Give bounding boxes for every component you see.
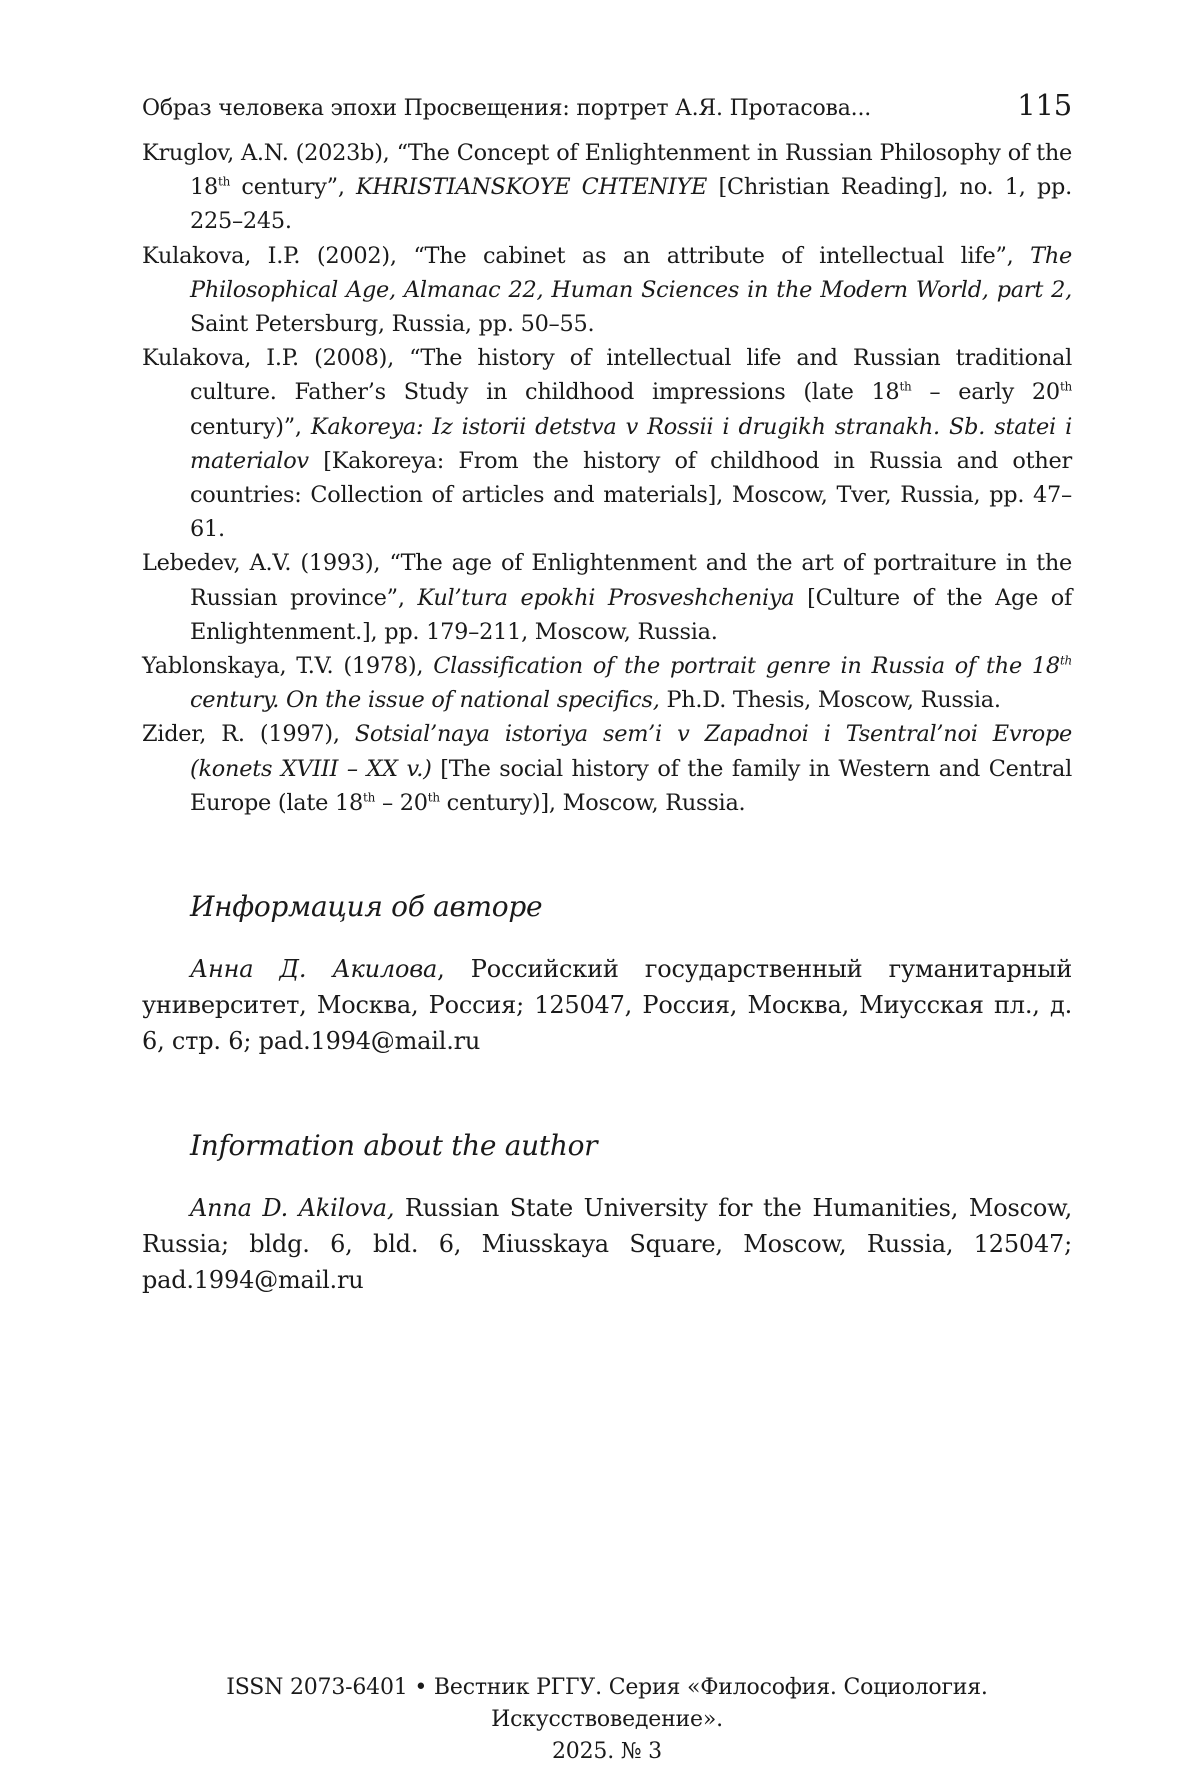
reference-fragment: KHRISTIANSKOYE CHTENIYE xyxy=(356,174,707,200)
reference-fragment: th xyxy=(363,790,375,804)
author-name-ru: Анна Д. Акилова xyxy=(190,955,437,983)
footer-issn-line: ISSN 2073-6401 • Вестник РГГУ. Серия «Философия. Социология. Искусствоведение». xyxy=(142,1672,1072,1736)
reference-fragment: Saint Petersburg, Russia, pp. 50–55. xyxy=(190,311,594,337)
reference-fragment: century)], Moscow, Russia. xyxy=(440,790,746,816)
reference-fragment: th xyxy=(1060,654,1072,668)
reference-fragment: [Culture of the Age of Enlightenment.], pp. 179–211, Moscow, Russia. xyxy=(190,585,1072,645)
reference-fragment: century. On the issue of national specifics, xyxy=(190,687,660,713)
journal-page xyxy=(142,88,1072,1298)
reference-fragment: – early 20 xyxy=(912,379,1060,405)
reference-entry xyxy=(142,136,1072,239)
reference-entry xyxy=(142,649,1072,717)
reference-fragment: th xyxy=(428,790,440,804)
reference-entry xyxy=(142,546,1072,649)
reference-fragment: th xyxy=(218,175,230,189)
author-info-en xyxy=(142,1190,1072,1298)
reference-fragment: th xyxy=(899,380,911,394)
author-details-ru: , Российский государственный гуманитарный университет, Москва, Россия; 125047, Россия, Москва, Миусская пл., д. 6, стр. 6; pad.1994@mail.ru xyxy=(142,955,1072,1055)
author-info-heading-en: Information about the author xyxy=(190,1129,1072,1162)
reference-fragment: The Philosophical Age, Almanac 22, Human Sciences in the Modern World, part 2, xyxy=(190,243,1072,303)
reference-fragment: century)”, xyxy=(190,414,311,440)
reference-fragment: th xyxy=(1060,380,1072,394)
running-title: Образ человека эпохи Просвещения: портрет А.Я. Протасова... xyxy=(142,96,871,121)
reference-fragment: Kulakova, I.P. (2002), “The cabinet as an attribute of intellectual life”, xyxy=(142,243,1030,269)
reference-fragment: [The social history of the family in Western and Central Europe (late 18 xyxy=(190,756,1072,816)
reference-list xyxy=(142,136,1072,820)
journal-footer xyxy=(142,1672,1072,1768)
author-details-en: Russian State University for the Humanities, Moscow, Russia; bldg. 6, bld. 6, Miusskaya Square, Moscow, Russia, 125047; pad.1994@mail.ru xyxy=(142,1194,1072,1294)
reference-fragment: Classification of the portrait genre in Russia of the 18 xyxy=(433,653,1060,679)
reference-fragment: Lebedev, A.V. (1993), “The age of Enlightenment and the art of portraiture in the Russian province”, xyxy=(142,550,1072,610)
reference-fragment: century”, xyxy=(230,174,356,200)
reference-fragment: – 20 xyxy=(375,790,428,816)
reference-entry xyxy=(142,717,1072,820)
reference-fragment: Kulakova, I.P. (2008), “The history of intellectual life and Russian traditional culture. Father’s Study in childhood impressions (late 18 xyxy=(142,345,1072,405)
reference-fragment: Kakoreya: Iz istorii detstva v Rossii i drugikh stranakh. Sb. statei i materialov xyxy=(190,414,1072,474)
reference-fragment: Zider, R. (1997), xyxy=(142,721,355,747)
reference-fragment: [Kakoreya: From the history of childhood in Russia and other countries: Collection of articles and materials], Moscow, Tver, Russia, pp. 47–61. xyxy=(190,448,1072,542)
footer-issue-line: 2025. № 3 xyxy=(142,1736,1072,1768)
reference-fragment: Sotsial’naya istoriya sem’i v Zapadnoi i Tsentral’noi Evrope (konets XVIII – XX v.) xyxy=(190,721,1072,781)
reference-entry xyxy=(142,239,1072,342)
running-head xyxy=(142,88,1072,122)
reference-fragment: Kul’tura epokhi Prosveshcheniya xyxy=(417,585,794,611)
reference-fragment: Kruglov, A.N. (2023b), “The Concept of Enlightenment in Russian Philosophy of the 18 xyxy=(142,140,1072,200)
reference-fragment: Ph.D. Thesis, Moscow, Russia. xyxy=(660,687,1001,713)
page-number: 115 xyxy=(1017,88,1072,122)
reference-entry xyxy=(142,341,1072,546)
author-info-heading-ru: Информация об авторе xyxy=(190,890,1072,923)
author-name-en: Anna D. Akilova, xyxy=(190,1194,394,1222)
reference-fragment: Yablonskaya, T.V. (1978), xyxy=(142,653,433,679)
reference-fragment: [Christian Reading], no. 1, pp. 225–245. xyxy=(190,174,1072,234)
author-info-ru xyxy=(142,951,1072,1059)
